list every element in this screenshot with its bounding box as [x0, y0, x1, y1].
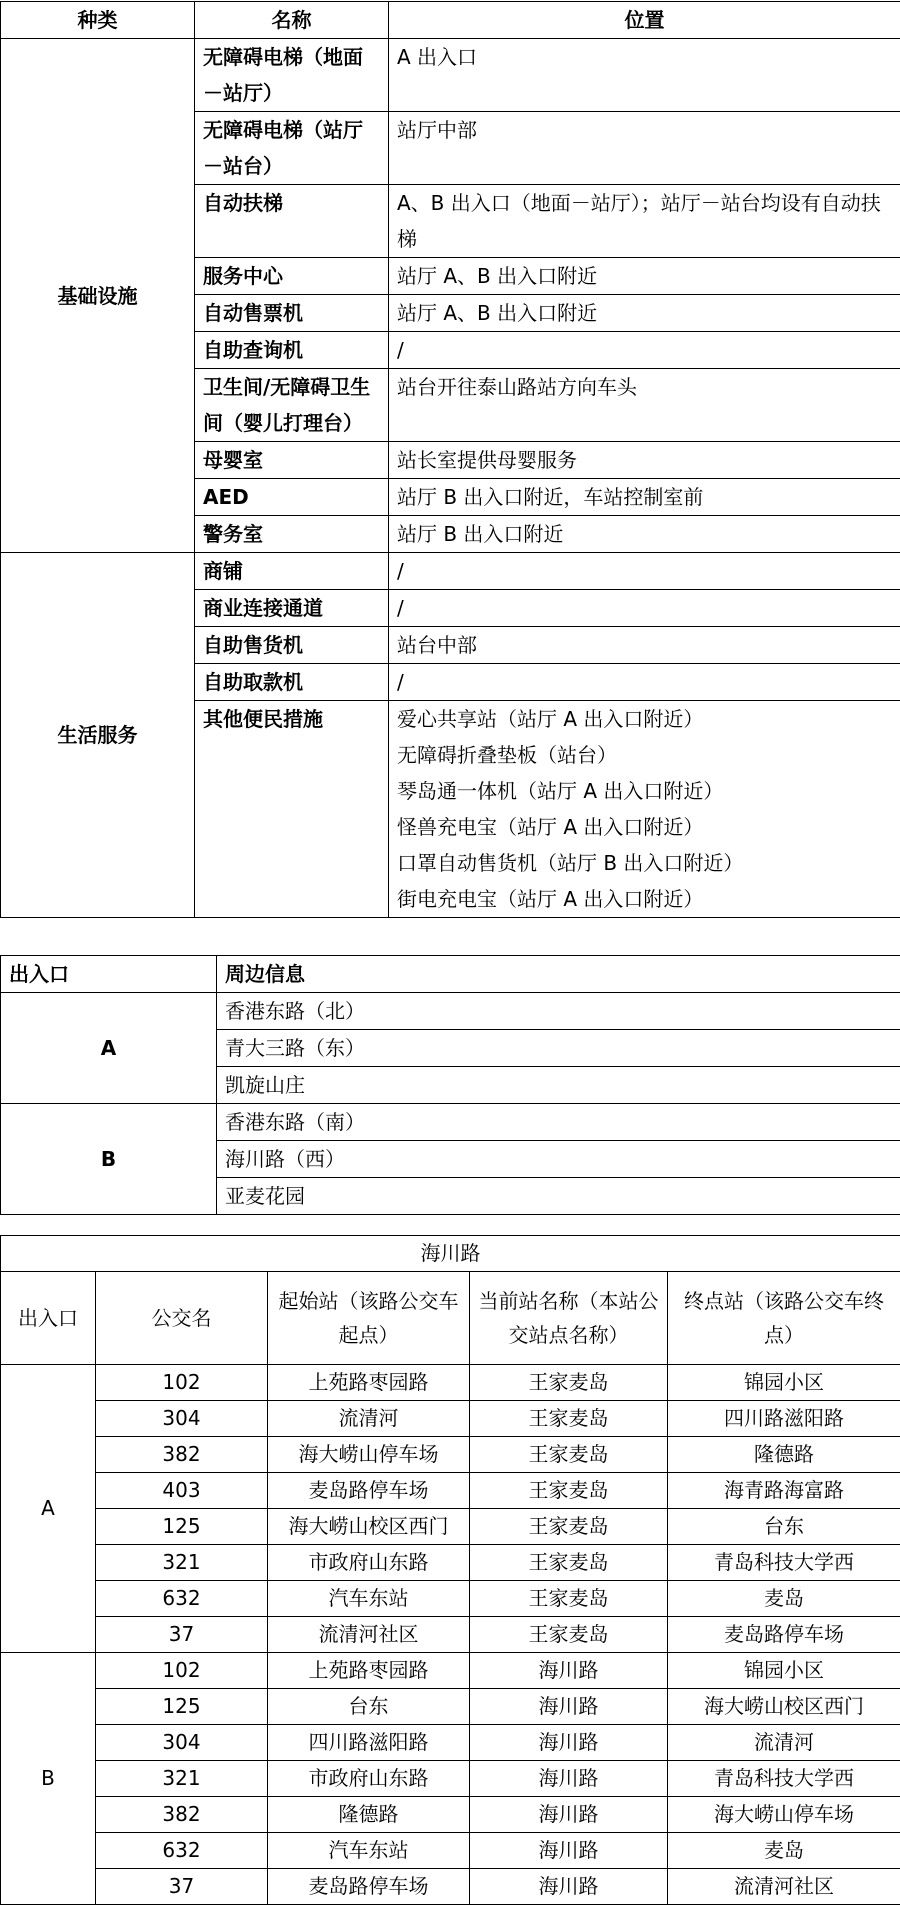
place-cell: 凯旋山庄	[217, 1067, 900, 1104]
bus-line: 321	[96, 1761, 268, 1797]
header-surroundings: 周边信息	[217, 956, 900, 993]
facility-name: 警务室	[195, 516, 389, 553]
surroundings-table	[0, 955, 900, 1215]
end-stop: 青岛科技大学西	[668, 1545, 900, 1581]
end-stop: 流清河社区	[668, 1869, 900, 1905]
start-stop: 流清河	[268, 1401, 470, 1437]
end-stop: 海大崂山校区西门	[668, 1689, 900, 1725]
bus-line: 125	[96, 1689, 268, 1725]
list-item: 口罩自动售货机（站厅 B 出入口附近）	[397, 845, 892, 881]
start-stop: 上苑路枣园路	[268, 1653, 470, 1689]
list-item: 街电充电宝（站厅 A 出入口附近）	[397, 881, 892, 917]
end-stop: 海青路海富路	[668, 1473, 900, 1509]
current-stop: 海川路	[470, 1725, 668, 1761]
table-row	[1, 1869, 900, 1905]
exit-cell: A	[1, 1365, 96, 1653]
bus-line: 403	[96, 1473, 268, 1509]
table-row	[1, 1545, 900, 1581]
header-name: 名称	[195, 2, 389, 39]
current-stop: 王家麦岛	[470, 1509, 668, 1545]
list-item: 爱心共享站（站厅 A 出入口附近）	[397, 701, 892, 737]
category-cell: 基础设施	[1, 39, 195, 553]
end-stop: 隆德路	[668, 1437, 900, 1473]
place-cell: 香港东路（北）	[217, 993, 900, 1030]
start-stop: 汽车东站	[268, 1581, 470, 1617]
category-cell: 生活服务	[1, 553, 195, 918]
bus-line: 125	[96, 1509, 268, 1545]
end-stop: 海大崂山停车场	[668, 1797, 900, 1833]
place-cell: 青大三路（东）	[217, 1030, 900, 1067]
table-row	[1, 1365, 900, 1401]
facility-name: 服务中心	[195, 258, 389, 295]
table-row	[1, 1689, 900, 1725]
facility-location: A、B 出入口（地面－站厅）；站厅－站台均设有自动扶梯	[389, 185, 900, 258]
facility-name: 自动扶梯	[195, 185, 389, 258]
header-exit: 出入口	[1, 1272, 96, 1365]
bus-line: 102	[96, 1653, 268, 1689]
bus-line: 37	[96, 1617, 268, 1653]
facility-location: 站长室提供母婴服务	[389, 442, 900, 479]
table-row	[1, 1401, 900, 1437]
facility-name: 卫生间/无障碍卫生间（婴儿打理台）	[195, 369, 389, 442]
current-stop: 海川路	[470, 1797, 668, 1833]
bus-line: 304	[96, 1725, 268, 1761]
facility-name: AED	[195, 479, 389, 516]
facility-location: A 出入口	[389, 39, 900, 112]
start-stop: 隆德路	[268, 1797, 470, 1833]
current-stop: 海川路	[470, 1761, 668, 1797]
bus-table-title: 海川路	[1, 1236, 900, 1272]
end-stop: 流清河	[668, 1725, 900, 1761]
end-stop: 四川路滋阳路	[668, 1401, 900, 1437]
place-cell: 亚麦花园	[217, 1178, 900, 1215]
facility-location: /	[389, 553, 900, 590]
current-stop: 海川路	[470, 1689, 668, 1725]
list-item: 琴岛通一体机（站厅 A 出入口附近）	[397, 773, 892, 809]
start-stop: 麦岛路停车场	[268, 1473, 470, 1509]
bus-header-row	[1, 1272, 900, 1365]
facility-name: 自助查询机	[195, 332, 389, 369]
table-row	[1, 1797, 900, 1833]
current-stop: 王家麦岛	[470, 1473, 668, 1509]
header-current-stop: 当前站名称（本站公交站点名称）	[470, 1272, 668, 1365]
place-cell: 香港东路（南）	[217, 1104, 900, 1141]
header-location: 位置	[389, 2, 900, 39]
bus-line: 632	[96, 1581, 268, 1617]
header-bus-line: 公交名	[96, 1272, 268, 1365]
facility-location: 站厅中部	[389, 112, 900, 185]
start-stop: 四川路滋阳路	[268, 1725, 470, 1761]
bus-line: 382	[96, 1437, 268, 1473]
facility-name: 商业连接通道	[195, 590, 389, 627]
table-row	[1, 1473, 900, 1509]
bus-line: 632	[96, 1833, 268, 1869]
bus-line: 102	[96, 1365, 268, 1401]
surroundings-header-row	[1, 956, 900, 993]
end-stop: 锦园小区	[668, 1653, 900, 1689]
current-stop: 王家麦岛	[470, 1617, 668, 1653]
table-row	[1, 1617, 900, 1653]
facility-location: 站台中部	[389, 627, 900, 664]
table-row	[1, 1653, 900, 1689]
facility-location: 站厅 B 出入口附近	[389, 516, 900, 553]
start-stop: 麦岛路停车场	[268, 1869, 470, 1905]
end-stop: 锦园小区	[668, 1365, 900, 1401]
end-stop: 麦岛	[668, 1581, 900, 1617]
facilities-header-row	[1, 2, 900, 39]
start-stop: 上苑路枣园路	[268, 1365, 470, 1401]
place-cell: 海川路（西）	[217, 1141, 900, 1178]
table-row	[1, 1437, 900, 1473]
exit-cell: B	[1, 1104, 217, 1215]
start-stop: 汽车东站	[268, 1833, 470, 1869]
bus-line: 321	[96, 1545, 268, 1581]
facility-location: /	[389, 332, 900, 369]
header-end-stop: 终点站（该路公交车终点）	[668, 1272, 900, 1365]
current-stop: 王家麦岛	[470, 1401, 668, 1437]
table-row	[1, 1509, 900, 1545]
table-row	[1, 553, 900, 590]
table-row	[1, 1761, 900, 1797]
start-stop: 海大崂山停车场	[268, 1437, 470, 1473]
table-row	[1, 1581, 900, 1617]
end-stop: 青岛科技大学西	[668, 1761, 900, 1797]
start-stop: 市政府山东路	[268, 1545, 470, 1581]
current-stop: 王家麦岛	[470, 1545, 668, 1581]
table-row	[1, 1725, 900, 1761]
table-row	[1, 993, 900, 1030]
table-row	[1, 1833, 900, 1869]
facility-name: 无障碍电梯（地面－站厅）	[195, 39, 389, 112]
facility-name: 自助取款机	[195, 664, 389, 701]
end-stop: 麦岛路停车场	[668, 1617, 900, 1653]
facility-name: 其他便民措施	[195, 701, 389, 918]
header-category: 种类	[1, 2, 195, 39]
facility-name: 自助售货机	[195, 627, 389, 664]
facility-location: 站台开往泰山路站方向车头	[389, 369, 900, 442]
bus-line: 37	[96, 1869, 268, 1905]
current-stop: 王家麦岛	[470, 1581, 668, 1617]
start-stop: 台东	[268, 1689, 470, 1725]
bus-table	[0, 1235, 900, 1905]
table-row	[1, 39, 900, 112]
facility-name: 自动售票机	[195, 295, 389, 332]
start-stop: 流清河社区	[268, 1617, 470, 1653]
facility-location: /	[389, 590, 900, 627]
bus-title-row	[1, 1236, 900, 1272]
facility-name: 母婴室	[195, 442, 389, 479]
start-stop: 市政府山东路	[268, 1761, 470, 1797]
facility-location: 站厅 A、B 出入口附近	[389, 258, 900, 295]
facility-name: 商铺	[195, 553, 389, 590]
end-stop: 麦岛	[668, 1833, 900, 1869]
exit-cell: B	[1, 1653, 96, 1905]
exit-cell: A	[1, 993, 217, 1104]
facility-location: 站厅 B 出入口附近，车站控制室前	[389, 479, 900, 516]
header-start-stop: 起始站（该路公交车起点）	[268, 1272, 470, 1365]
current-stop: 海川路	[470, 1833, 668, 1869]
current-stop: 王家麦岛	[470, 1365, 668, 1401]
other-measures-list	[389, 701, 900, 918]
current-stop: 海川路	[470, 1653, 668, 1689]
facility-location: 站厅 A、B 出入口附近	[389, 295, 900, 332]
facilities-table	[0, 1, 900, 918]
list-item: 无障碍折叠垫板（站台）	[397, 737, 892, 773]
list-item: 怪兽充电宝（站厅 A 出入口附近）	[397, 809, 892, 845]
header-exit: 出入口	[1, 956, 217, 993]
end-stop: 台东	[668, 1509, 900, 1545]
facility-name: 无障碍电梯（站厅－站台）	[195, 112, 389, 185]
current-stop: 海川路	[470, 1869, 668, 1905]
bus-line: 382	[96, 1797, 268, 1833]
start-stop: 海大崂山校区西门	[268, 1509, 470, 1545]
current-stop: 王家麦岛	[470, 1437, 668, 1473]
bus-line: 304	[96, 1401, 268, 1437]
table-row	[1, 1104, 900, 1141]
facility-location: /	[389, 664, 900, 701]
